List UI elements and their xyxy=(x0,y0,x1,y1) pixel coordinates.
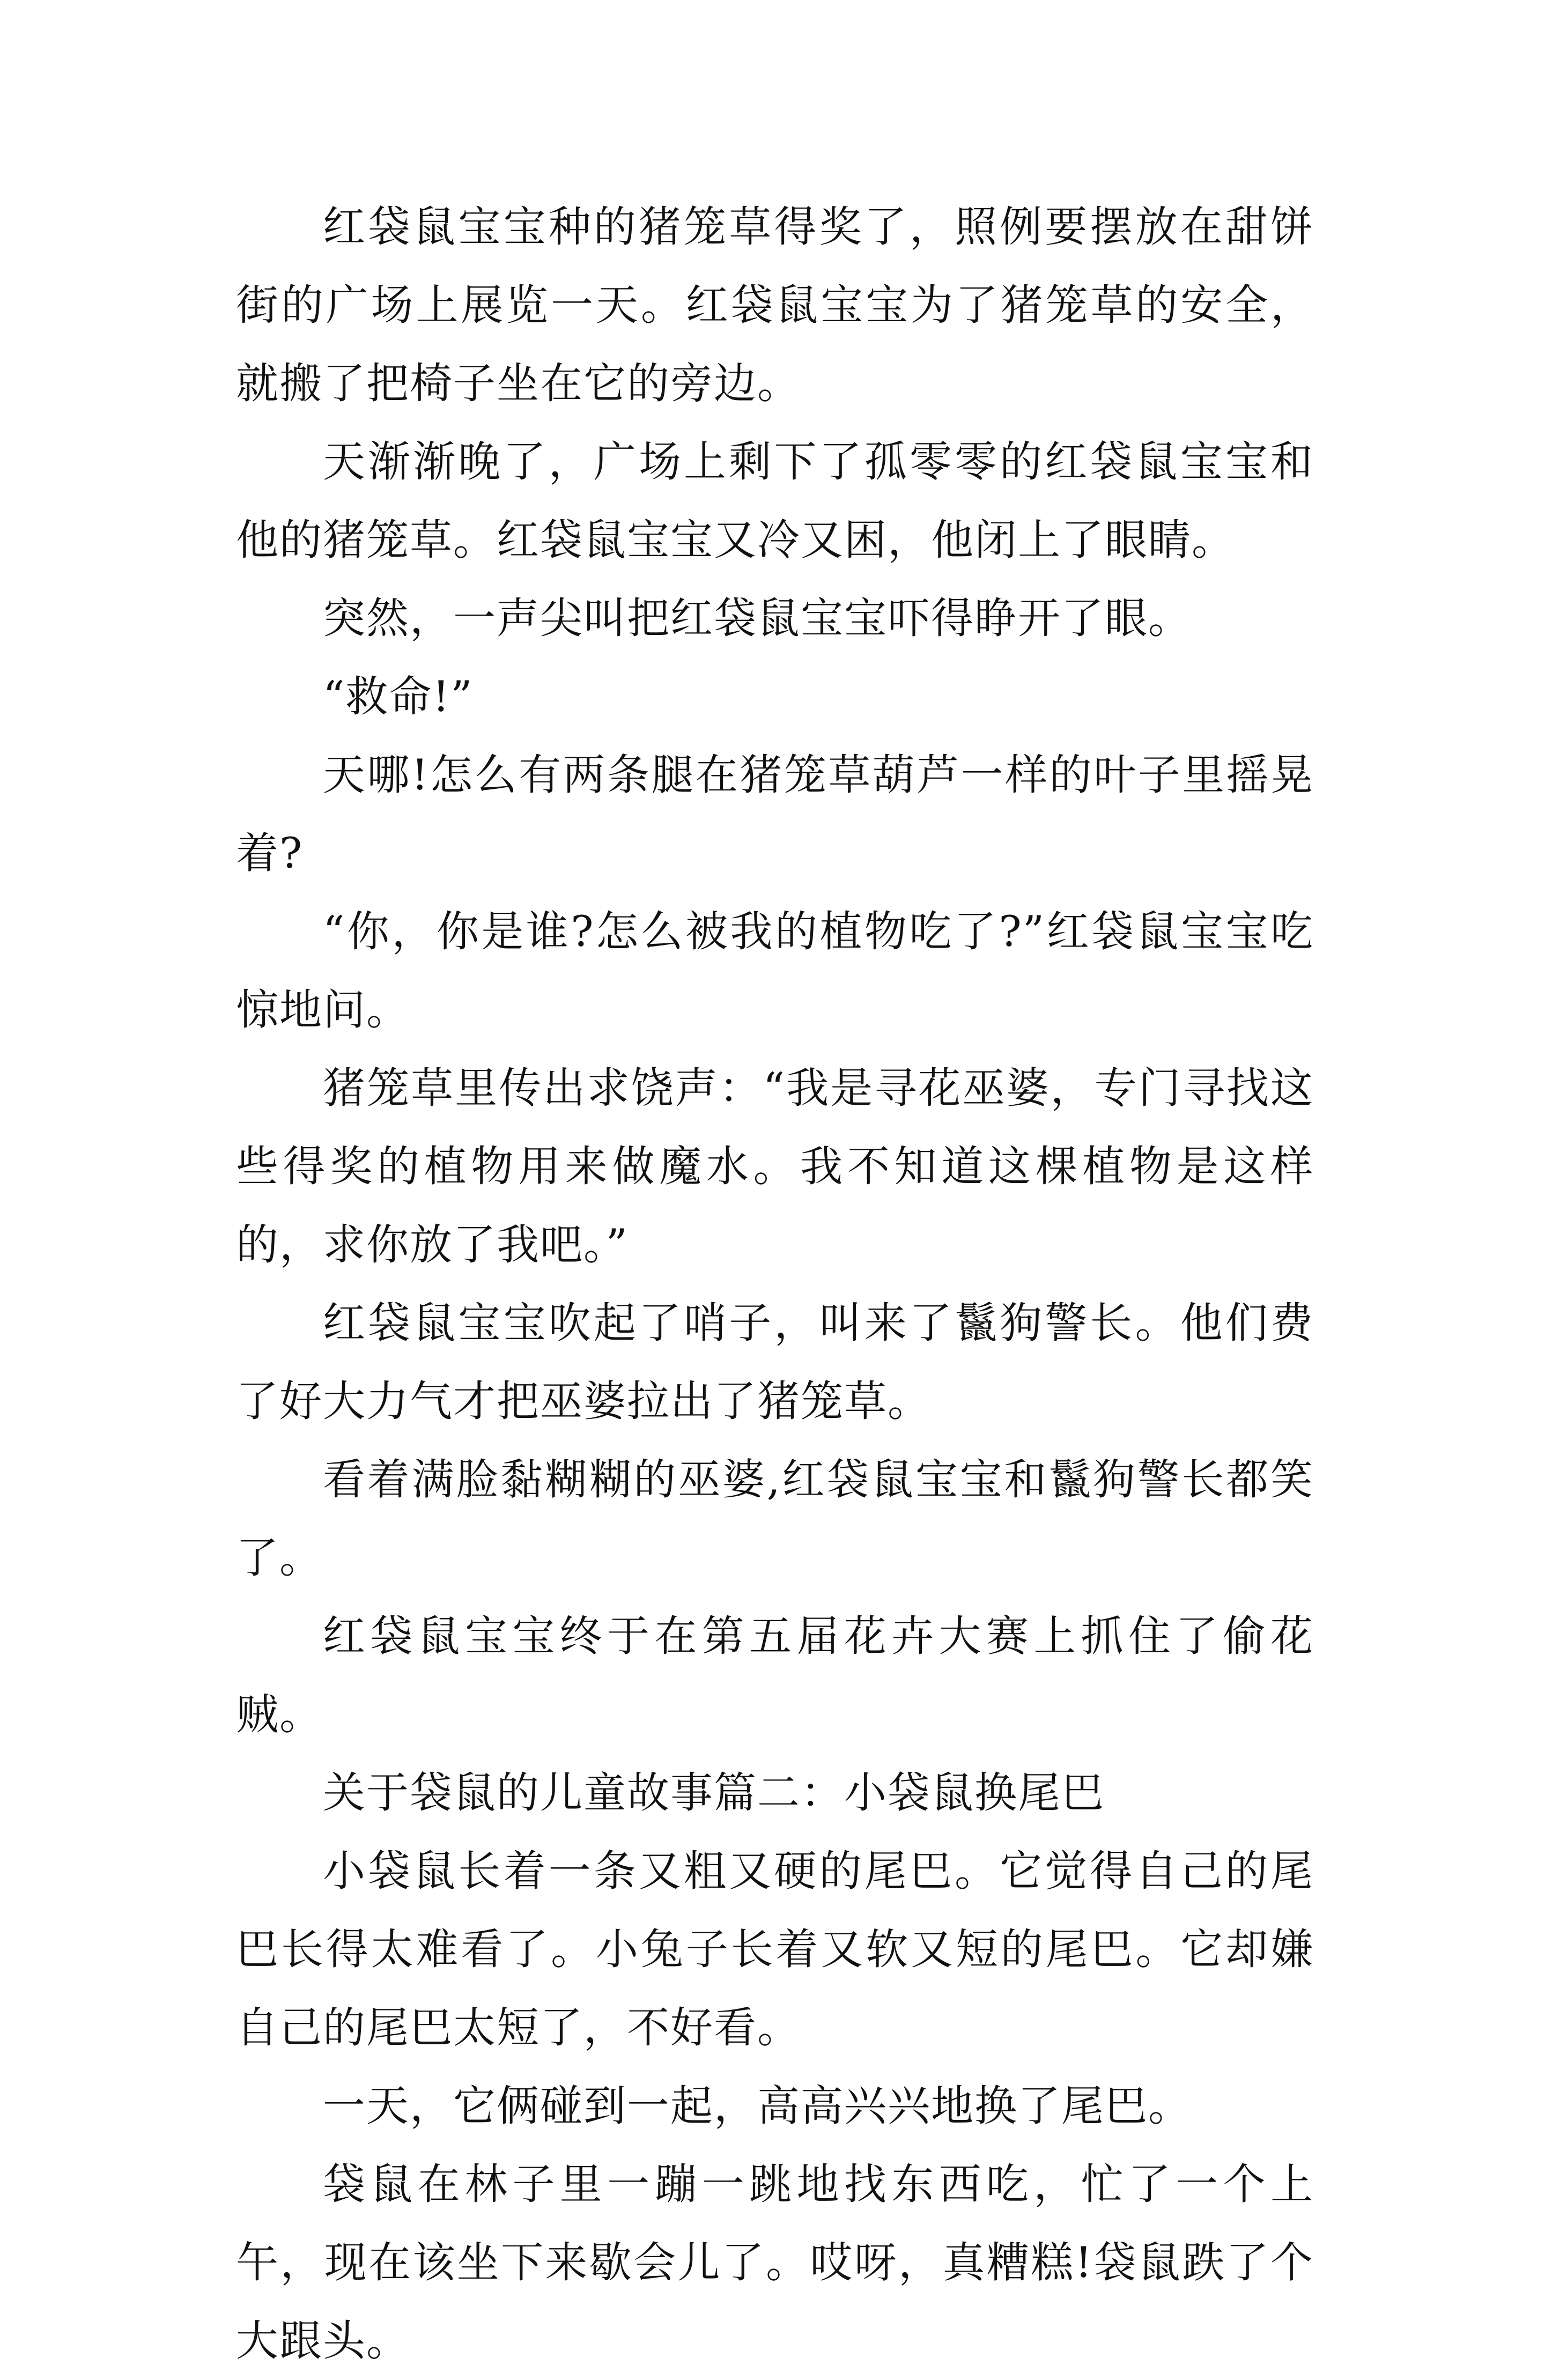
paragraph: 天渐渐晚了，广场上剩下了孤零零的红袋鼠宝宝和他的猪笼草。红袋鼠宝宝又冷又困，他闭上了眼睛。 xyxy=(236,437,1314,565)
paragraph: 红袋鼠宝宝种的猪笼草得奖了，照例要摆放在甜饼街的广场上展览一天。红袋鼠宝宝为了猪笼草的安全，就搬了把椅子坐在它的旁边。 xyxy=(236,202,1314,408)
story-body xyxy=(236,188,1314,2380)
paragraph: “救命!” xyxy=(323,672,474,721)
paragraph: 天哪!怎么有两条腿在猪笼草葫芦一样的叶子里摇晃着? xyxy=(236,750,1314,878)
paragraph: 突然，一声尖叫把红袋鼠宝宝吓得睁开了眼。 xyxy=(323,594,1192,643)
section-heading: 关于袋鼠的儿童故事篇二：小袋鼠换尾巴 xyxy=(323,1768,1105,1817)
paragraph: 红袋鼠宝宝吹起了哨子，叫来了鬣狗警长。他们费了好大力气才把巫婆拉出了猪笼草。 xyxy=(236,1298,1314,1426)
paragraph: 小袋鼠长着一条又粗又硬的尾巴。它觉得自己的尾巴长得太难看了。小兔子长着又软又短的尾巴。它却嫌自己的尾巴太短了，不好看。 xyxy=(236,1846,1314,2052)
paragraph: 看着满脸黏糊糊的巫婆,红袋鼠宝宝和鬣狗警长都笑了。 xyxy=(236,1455,1314,1583)
paragraph: 一天，它俩碰到一起，高高兴兴地换了尾巴。 xyxy=(323,2081,1192,2131)
paragraph: “你，你是谁?怎么被我的植物吃了?”红袋鼠宝宝吃惊地问。 xyxy=(236,907,1314,1034)
paragraph: 红袋鼠宝宝终于在第五届花卉大赛上抓住了偷花贼。 xyxy=(236,1612,1314,1739)
paragraph: 袋鼠在林子里一蹦一跳地找东西吃，忙了一个上午，现在该坐下来歇会儿了。哎呀，真糟糕!袋鼠跌了个大跟头。 xyxy=(236,2160,1314,2366)
paragraph: 猪笼草里传出求饶声：“我是寻花巫婆，专门寻找这些得奖的植物用来做魔水。我不知道这棵植物是这样的，求你放了我吧。” xyxy=(236,1063,1314,1269)
